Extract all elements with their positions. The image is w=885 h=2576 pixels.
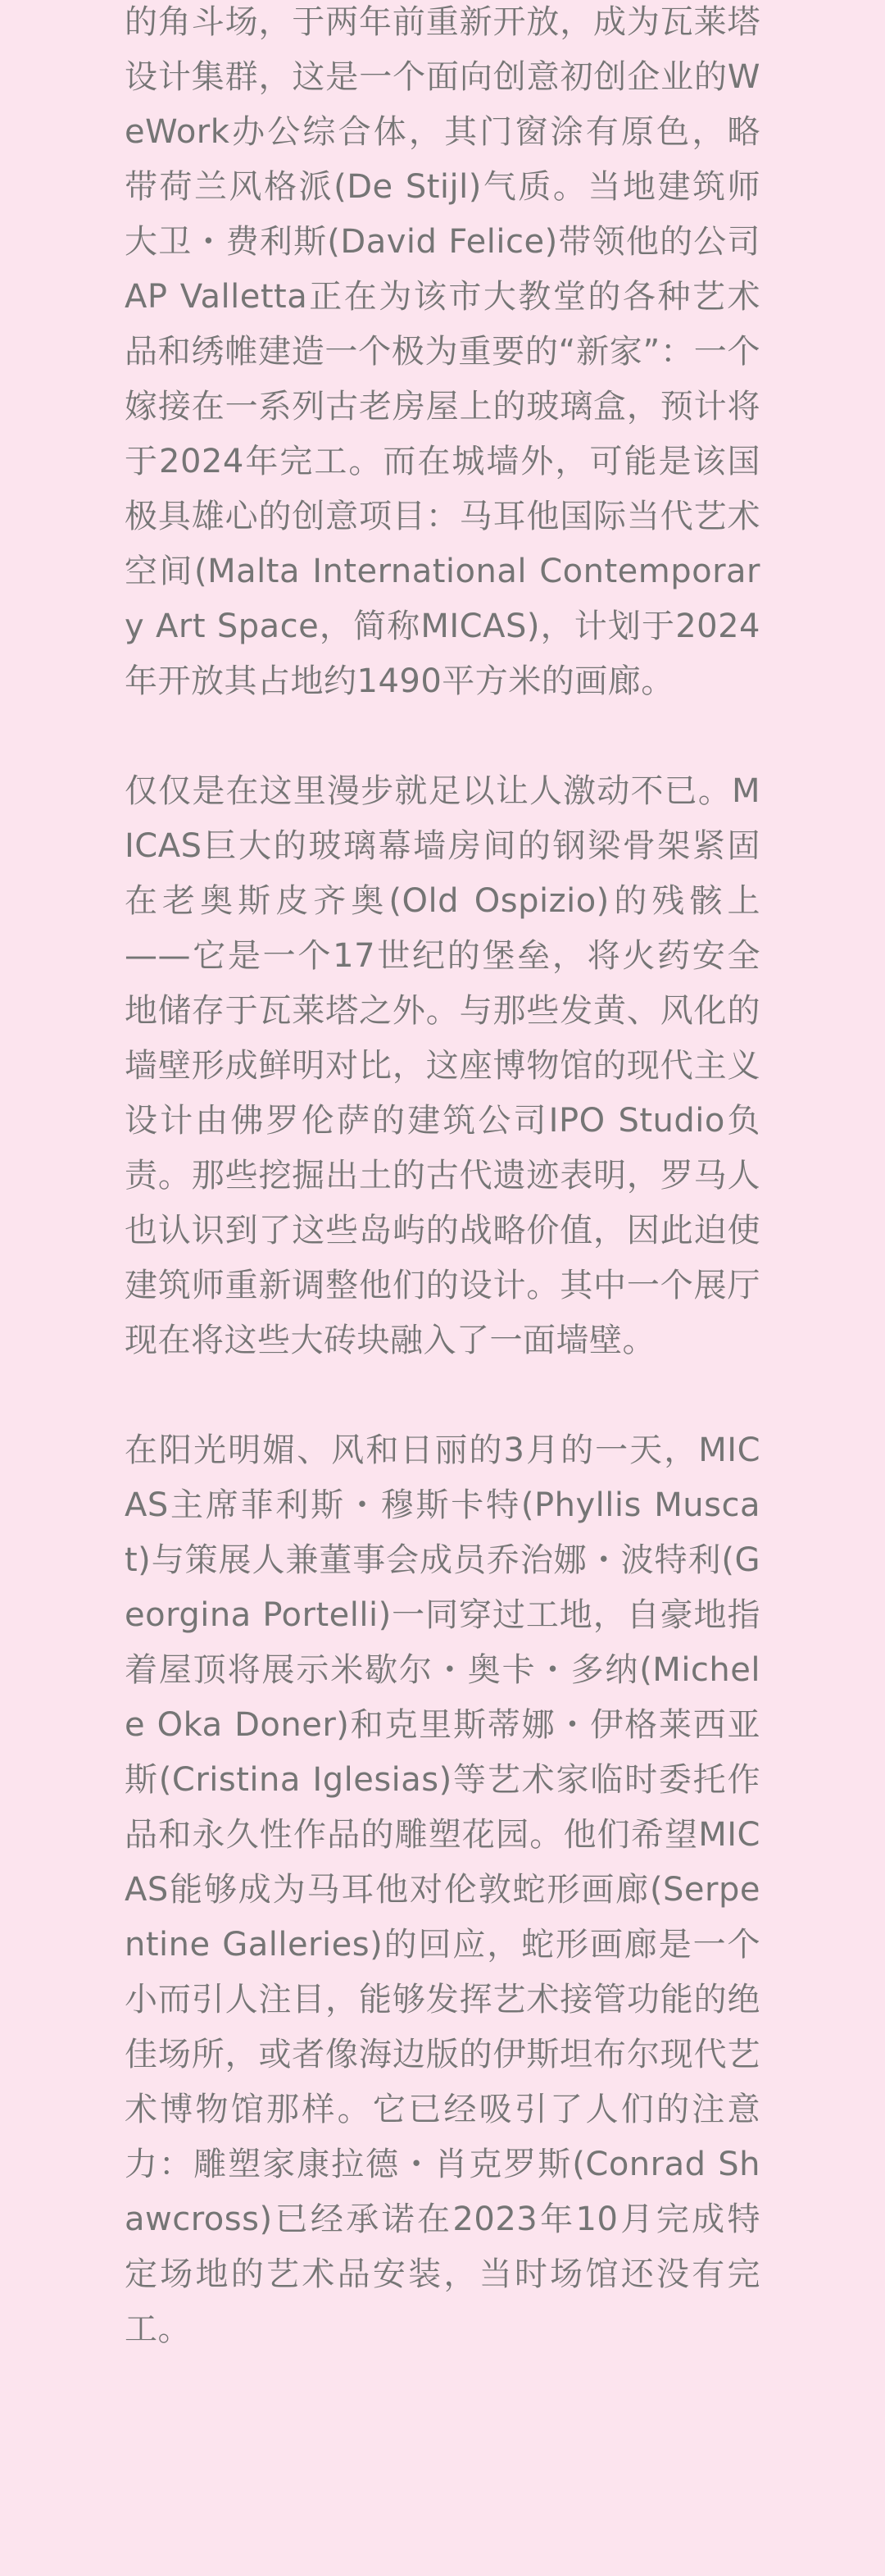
article-paragraph: 在阳光明媚、风和日丽的3月的一天，MICAS主席菲利斯・穆斯卡特(Phyllis Muscat)与策展人兼董事会成员乔治娜・波特利(Georgina Portelli)一同穿过工地，自豪地指着屋顶将展示米歇尔・奥卡・多纳(Michele Oka Doner)和克里斯蒂娜・伊格莱西亚斯(Cristina Iglesias)等艺术家临时委托作品和永久性作品的雕塑花园。他们希望MICAS能够成为马耳他对伦敦蛇形画廊(Serpentine Galleries)的回应，蛇形画廊是一个小而引人注目，能够发挥艺术接管功能的绝佳场所，或者像海边版的伊斯坦布尔现代艺术博物馆那样。它已经吸引了人们的注意力：雕塑家康拉德・肖克罗斯(Conrad Shawcross)已经承诺在2023年10月完成特定场地的艺术品安装，当时场馆还没有完工。 bbox=[125, 1431, 760, 2348]
article-paragraph: 的角斗场，于两年前重新开放，成为瓦莱塔设计集群，这是一个面向创意初创企业的WeWork办公综合体，其门窗涂有原色，略带荷兰风格派(De Stijl)气质。当地建筑师大卫・费利斯(David Felice)带领他的公司AP Valletta正在为该市大教堂的各种艺术品和绣帷建造一个极为重要的“新家”：一个嫁接在一系列古老房屋上的玻璃盒，预计将于2024年完工。而在城墙外，可能是该国极具雄心的创意项目：马耳他国际当代艺术空间(Malta International Contemporary Art Space，简称MICAS)，计划于2024年开放其占地约1490平方米的画廊。 bbox=[125, 3, 760, 700]
article-body bbox=[125, 0, 760, 2357]
article-paragraph: 仅仅是在这里漫步就足以让人激动不已。MICAS巨大的玻璃幕墙房间的钢梁骨架紧固在老奥斯皮齐奥(Old Ospizio)的残骸上——它是一个17世纪的堡垒，将火药安全地储存于瓦莱塔之外。与那些发黄、风化的墙壁形成鲜明对比，这座博物馆的现代主义设计由佛罗伦萨的建筑公司IPO Studio负责。那些挖掘出土的古代遗迹表明，罗马人也认识到了这些岛屿的战略价值，因此迫使建筑师重新调整他们的设计。其中一个展厅现在将这些大砖块融入了一面墙壁。 bbox=[125, 772, 760, 1359]
